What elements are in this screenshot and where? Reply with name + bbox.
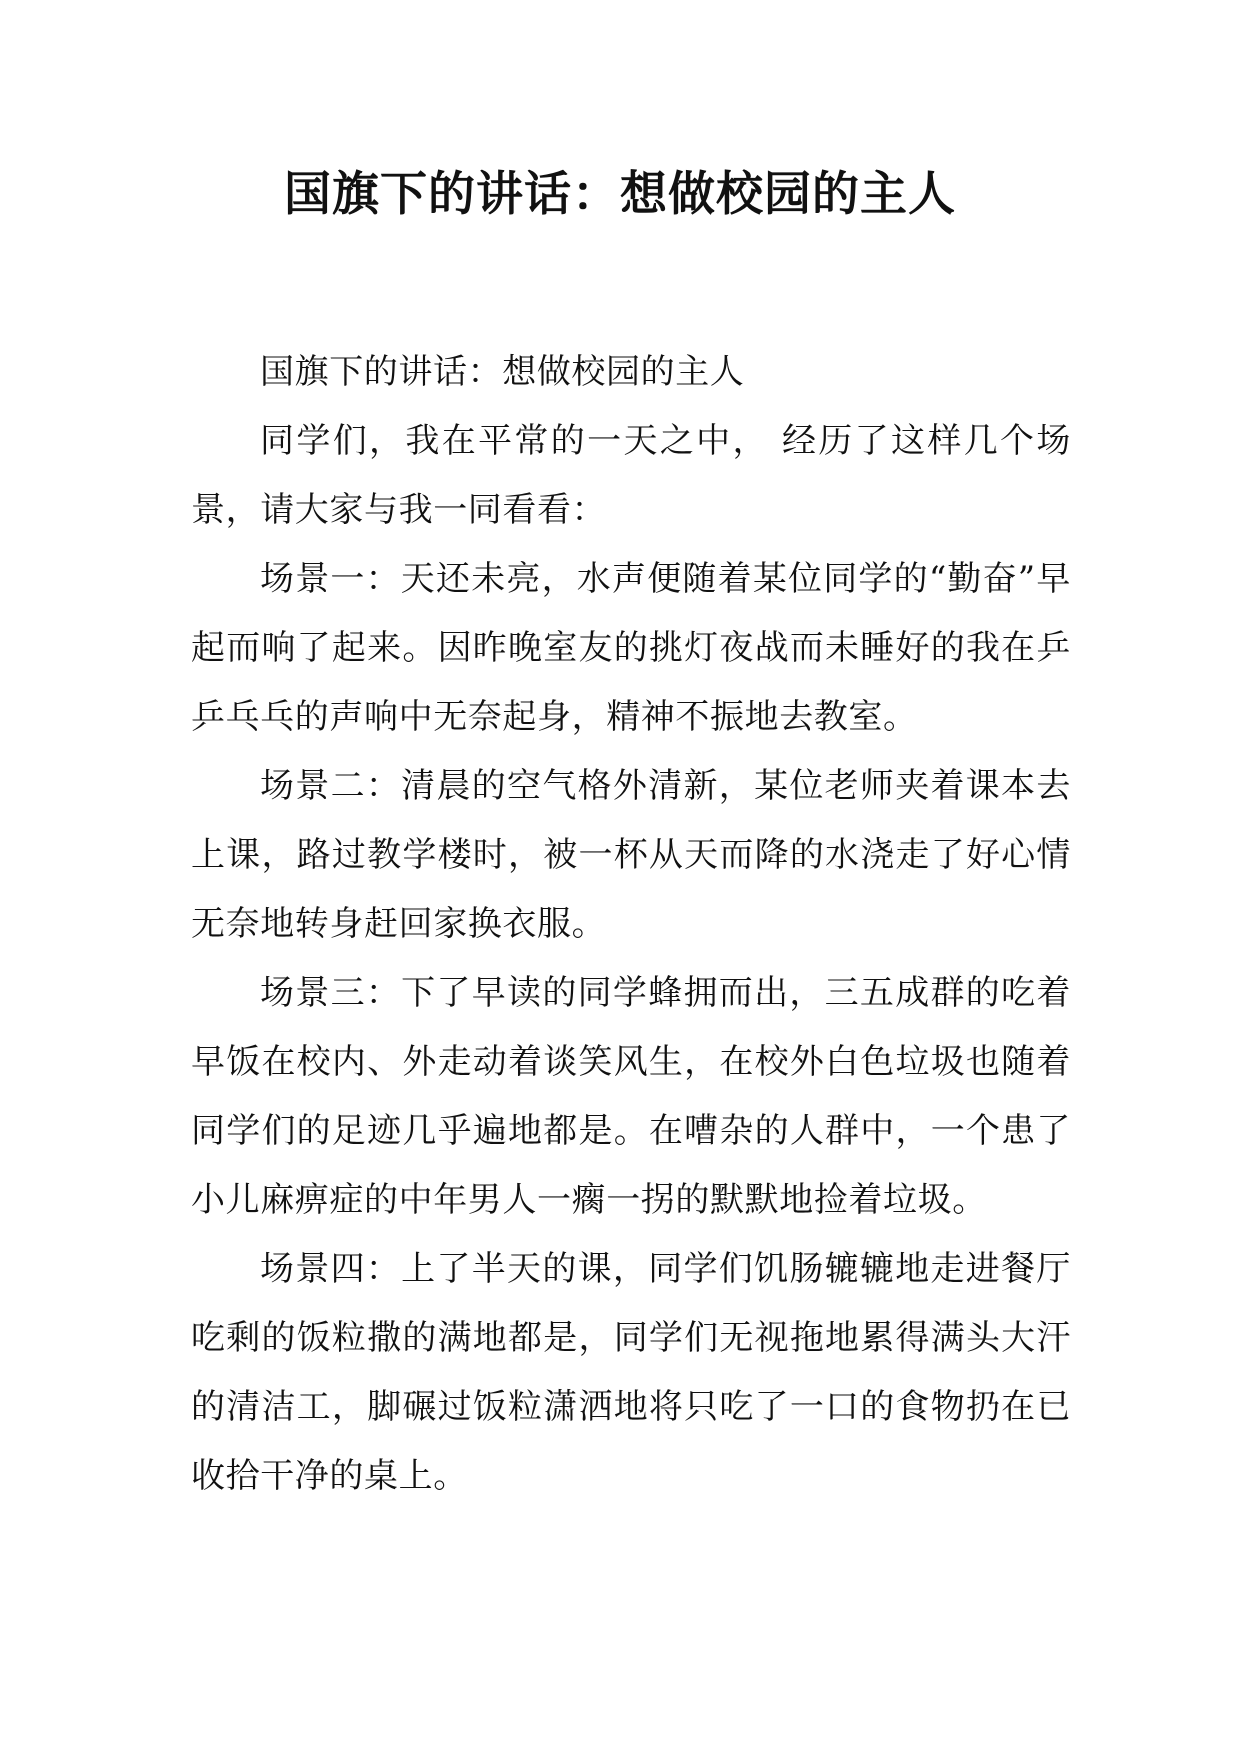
paragraph-scene-2: 场景二：清晨的空气格外清新，某位老师夹着课本去上课，路过教学楼时，被一杯从天而降的水浇走了好心情无奈地转身赶回家换衣服。 — [191, 766, 1071, 944]
paragraph-intro: 同学们，我在平常的一天之中， 经历了这样几个场景，请大家与我一同看看： — [191, 421, 1071, 530]
document-title: 国旗下的讲话：想做校园的主人 — [284, 167, 956, 222]
paragraph-scene-4: 场景四：上了半天的课，同学们饥肠辘辘地走进餐厅吃剩的饭粒撒的满地都是，同学们无视拖地累得满头大汗的清洁工，脚碾过饭粒潇洒地将只吃了一口的食物扔在已收拾干净的桌上。 — [191, 1249, 1071, 1496]
paragraph-scene-1: 场景一：天还未亮，水声便随着某位同学的“勤奋”早起而响了起来。因昨晚室友的挑灯夜战而未睡好的我在乒乒乓乓的声响中无奈起身，精神不振地去教室。 — [191, 559, 1071, 737]
document-body — [191, 338, 1071, 1511]
paragraph-subtitle: 国旗下的讲话：想做校园的主人 — [260, 352, 745, 392]
paragraph-scene-3: 场景三：下了早读的同学蜂拥而出，三五成群的吃着早饭在校内、外走动着谈笑风生，在校外白色垃圾也随着同学们的足迹几乎遍地都是。在嘈杂的人群中，一个患了小儿麻痹症的中年男人一瘸一拐的默默地捡着垃圾。 — [191, 973, 1071, 1220]
